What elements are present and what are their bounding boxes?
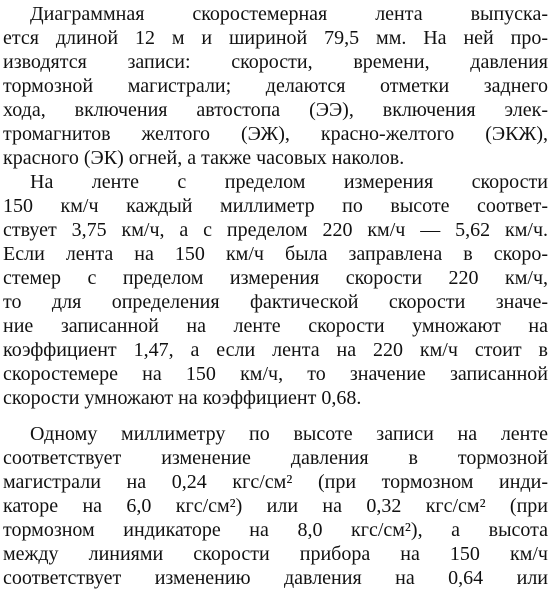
text-line-content: Диаграммная скоростемерная лента выпуска-: [30, 3, 548, 25]
text-line: [0, 494, 553, 518]
text-line: [0, 446, 553, 470]
text-line-content: магистрали на 0,24 кгс/см² (при тормозном инди-: [3, 471, 548, 493]
text-line: [0, 242, 553, 266]
text-line-content: каторе на 6,0 кгс/см²) или на 0,32 кгс/см² (при: [3, 495, 548, 517]
text-line-content: ствует 3,75 км/ч, а с пределом 220 км/ч — 5,62 км/ч.: [3, 219, 548, 241]
text-line: [0, 170, 553, 194]
text-line: [0, 194, 553, 218]
text-line-content: соответствует изменению давления на 0,64 или: [3, 567, 548, 589]
text-line: [0, 362, 553, 386]
text-line-content: изводятся записи: скорости, времени, давления: [3, 51, 548, 73]
text-line-content: тормозной магистрали; делаются отметки заднего: [3, 75, 548, 97]
text-line: [0, 470, 553, 494]
text-line-content: тромагнитов желтого (ЭЖ), красно-желтого (ЭКЖ),: [3, 123, 548, 145]
text-line-content: между линиями скорости прибора на 150 км/ч: [3, 543, 548, 565]
text-line: [0, 146, 553, 170]
text-line: [0, 518, 553, 542]
text-line: [0, 566, 553, 590]
text-line-content: красного (ЭК) огней, а также часовых наколов.: [3, 147, 405, 169]
text-line-content: скоростемере на 150 км/ч, то значение записанной: [3, 363, 548, 385]
text-line: [0, 26, 553, 50]
text-line: [0, 422, 553, 446]
text-line: [0, 218, 553, 242]
text-line-content: хода, включения автостопа (ЭЭ), включения элек-: [3, 99, 548, 121]
text-line-content: соответствует изменение давления в тормозной: [3, 447, 548, 469]
text-line: [0, 386, 553, 410]
text-line-content: стемер с пределом измерения скорости 220 км/ч,: [3, 267, 548, 289]
text-line: [0, 542, 553, 566]
text-line: [0, 266, 553, 290]
text-line-content: 150 км/ч каждый миллиметр по высоте соответ-: [3, 195, 548, 217]
text-line-content: то для определения фактической скорости значе-: [3, 291, 548, 313]
text-line-content: ется длиной 12 м и шириной 79,5 мм. На ней про-: [3, 27, 548, 49]
text-line-content: Одному миллиметру по высоте записи на ленте: [30, 423, 548, 445]
text-line-content: коэффициент 1,47, а если лента на 220 км/ч стоит в: [3, 339, 548, 361]
text-line: [0, 290, 553, 314]
text-line: [0, 50, 553, 74]
text-line-content: На ленте с пределом измерения скорости: [30, 171, 548, 193]
text-line: [0, 98, 553, 122]
text-line-content: ние записанной на ленте скорости умножают на: [3, 315, 548, 337]
text-line: [0, 122, 553, 146]
text-line: [0, 74, 553, 98]
text-line-content: Если лента на 150 км/ч была заправлена в скоро-: [3, 243, 548, 265]
text-line: [0, 314, 553, 338]
text-line: [0, 2, 553, 26]
text-line-content: скорости умножают на коэффициент 0,68.: [3, 387, 362, 409]
text-line: [0, 338, 553, 362]
text-line-content: тормозном индикаторе на 8,0 кгс/см²), а высота: [3, 519, 548, 541]
